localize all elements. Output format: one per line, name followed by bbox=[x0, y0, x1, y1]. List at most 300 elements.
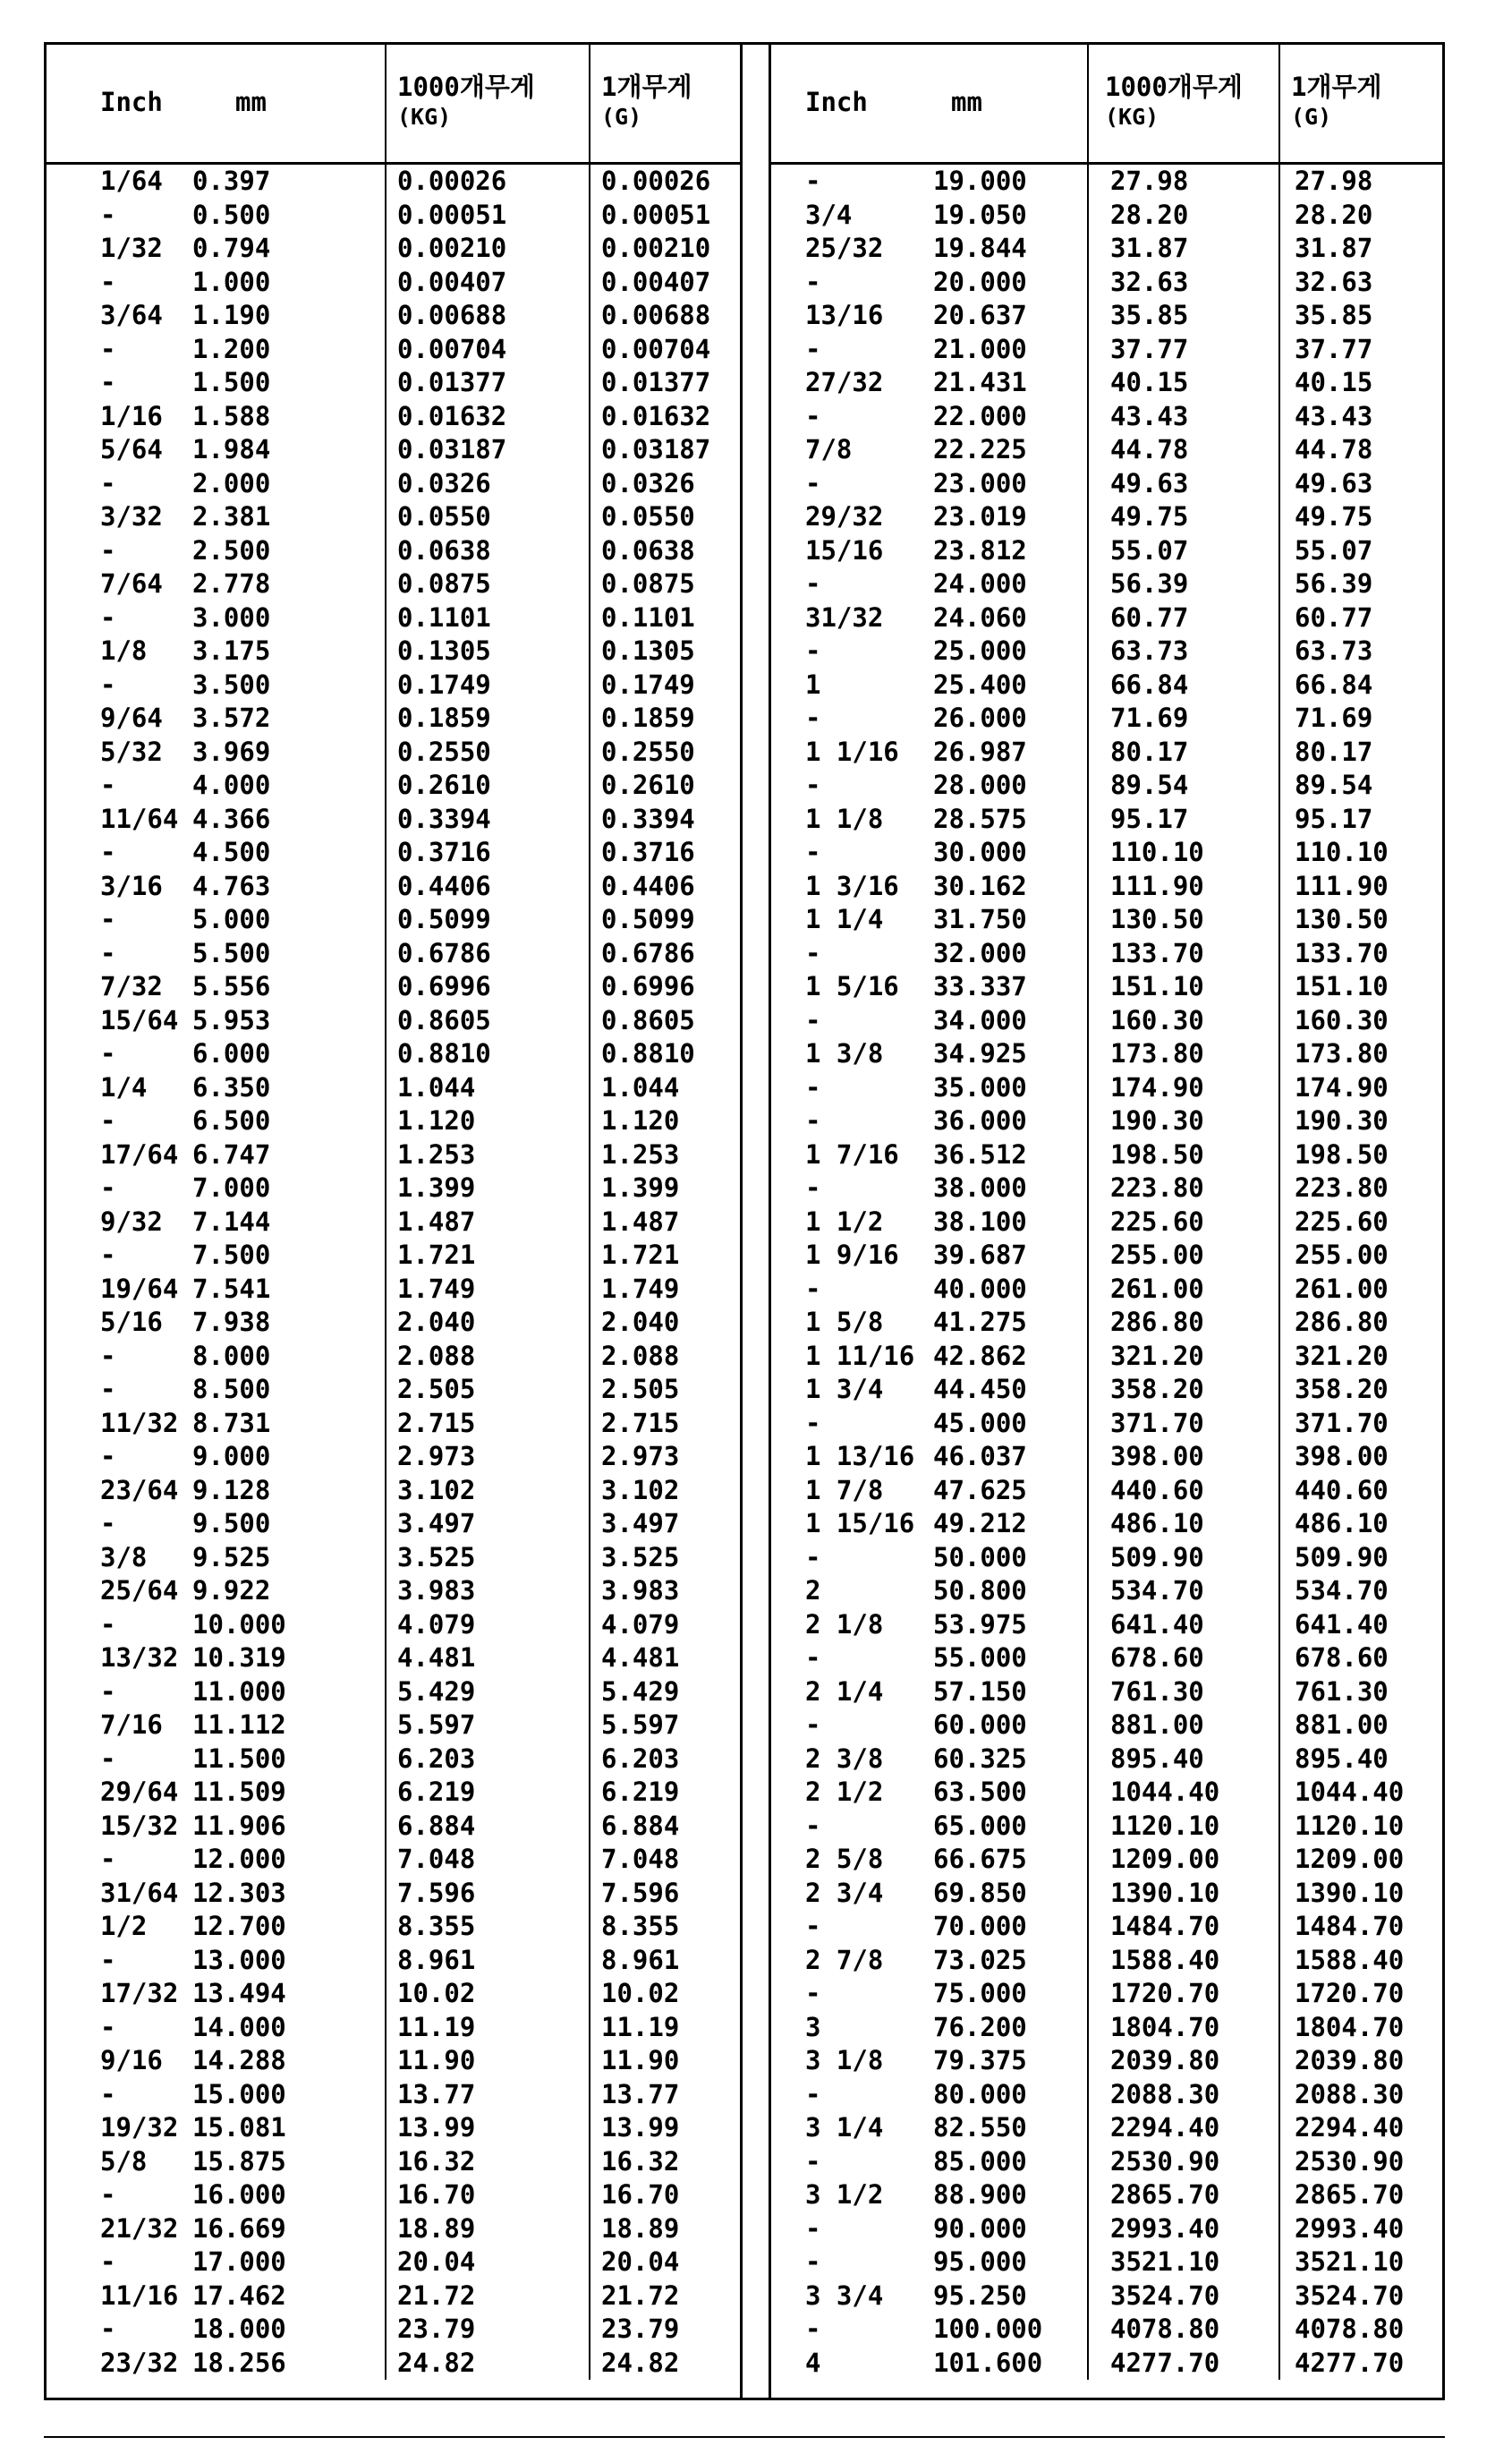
cell-weight-1000: 55.07 bbox=[1088, 534, 1279, 568]
cell-weight-1: 133.70 bbox=[1279, 937, 1445, 971]
cell-weight-1000: 286.80 bbox=[1088, 1306, 1279, 1340]
table-row bbox=[771, 1910, 1445, 1944]
cell-weight-1: 1.399 bbox=[590, 1172, 743, 1206]
header-row bbox=[771, 42, 1445, 164]
cell-weight-1000: 3.983 bbox=[386, 1574, 590, 1608]
cell-weight-1: 1.253 bbox=[590, 1138, 743, 1172]
table-row bbox=[771, 1743, 1445, 1777]
cell-inch: - bbox=[805, 770, 821, 800]
cell-mm: 1.000 bbox=[192, 266, 271, 297]
cell-inch: - bbox=[100, 1675, 116, 1707]
table-row bbox=[47, 2347, 743, 2381]
cell-inch: 11/16 bbox=[100, 2279, 179, 2311]
cell-mm: 50.800 bbox=[933, 1575, 1027, 1606]
cell-mm: 3.175 bbox=[192, 635, 271, 666]
table-row bbox=[771, 937, 1445, 971]
cell-inch: - bbox=[805, 467, 821, 498]
table-row bbox=[47, 2145, 743, 2179]
cell-weight-1: 24.82 bbox=[590, 2347, 743, 2381]
cell-weight-1: 225.60 bbox=[1279, 1206, 1445, 1240]
cell-weight-1: 358.20 bbox=[1279, 1373, 1445, 1407]
cell-weight-1: 89.54 bbox=[1279, 769, 1445, 803]
cell-mm: 13.494 bbox=[192, 1978, 286, 2008]
cell-weight-1000: 0.0638 bbox=[386, 534, 590, 568]
cell-inch: 1 1/16 bbox=[805, 736, 899, 767]
cell-weight-1000: 0.00704 bbox=[386, 333, 590, 367]
cell-weight-1000: 130.50 bbox=[1088, 903, 1279, 937]
cell-inch: 29/32 bbox=[805, 501, 884, 532]
header-weight-1-label: 1개무게 bbox=[601, 72, 692, 102]
table-row bbox=[47, 1138, 743, 1172]
cell-weight-1: 198.50 bbox=[1279, 1138, 1445, 1172]
table-row bbox=[47, 467, 743, 501]
table-row bbox=[771, 1440, 1445, 1474]
cell-mm: 0.397 bbox=[192, 166, 271, 196]
cell-weight-1: 0.00026 bbox=[590, 164, 743, 199]
cell-weight-1000: 49.63 bbox=[1088, 467, 1279, 501]
table-row bbox=[771, 1641, 1445, 1675]
cell-inch: 1 3/16 bbox=[805, 870, 899, 901]
cell-mm: 2.381 bbox=[192, 501, 271, 532]
cell-inch: 1 15/16 bbox=[805, 1508, 915, 1538]
cell-weight-1: 678.60 bbox=[1279, 1641, 1445, 1675]
cell-weight-1000: 7.596 bbox=[386, 1877, 590, 1911]
cell-mm: 11.112 bbox=[192, 1709, 286, 1740]
table-row bbox=[771, 1474, 1445, 1508]
cell-inch: - bbox=[100, 1508, 116, 1538]
table-row bbox=[771, 903, 1445, 937]
table-row bbox=[771, 1340, 1445, 1374]
cell-weight-1: 1390.10 bbox=[1279, 1877, 1445, 1911]
weight-table-sheet bbox=[44, 42, 1445, 2398]
cell-mm: 34.000 bbox=[933, 1004, 1027, 1035]
cell-weight-1000: 223.80 bbox=[1088, 1172, 1279, 1206]
cell-mm: 4.366 bbox=[192, 803, 271, 834]
table-row bbox=[771, 2145, 1445, 2179]
table-row bbox=[771, 2279, 1445, 2313]
cell-weight-1: 534.70 bbox=[1279, 1574, 1445, 1608]
cell-mm: 33.337 bbox=[933, 971, 1027, 1001]
cell-inch: 5/8 bbox=[100, 2145, 148, 2177]
cell-inch: - bbox=[100, 333, 116, 364]
header-weight-1000-unit: (KG) bbox=[1105, 104, 1159, 130]
cell-weight-1000: 95.17 bbox=[1088, 803, 1279, 837]
cell-inch: 3/8 bbox=[100, 1541, 148, 1572]
cell-weight-1: 0.1101 bbox=[590, 601, 743, 635]
table-row bbox=[771, 467, 1445, 501]
cell-weight-1000: 0.6786 bbox=[386, 937, 590, 971]
table-row bbox=[771, 1944, 1445, 1978]
table-row bbox=[47, 500, 743, 534]
cell-inch: 1 3/8 bbox=[805, 1038, 884, 1069]
table-row bbox=[47, 1877, 743, 1911]
cell-mm: 22.225 bbox=[933, 434, 1027, 464]
cell-weight-1000: 8.355 bbox=[386, 1910, 590, 1944]
cell-weight-1000: 7.048 bbox=[386, 1843, 590, 1877]
cell-inch: 11/32 bbox=[100, 1407, 179, 1438]
cell-inch: 11/64 bbox=[100, 803, 179, 834]
left-table-half bbox=[47, 42, 743, 2398]
header-weight-1000 bbox=[386, 42, 590, 164]
cell-mm: 8.000 bbox=[192, 1340, 271, 1371]
cell-inch: - bbox=[805, 1541, 821, 1572]
table-row bbox=[771, 836, 1445, 870]
cell-mm: 25.000 bbox=[933, 635, 1027, 666]
table-row bbox=[771, 1306, 1445, 1340]
cell-mm: 12.000 bbox=[192, 1844, 286, 1874]
cell-mm: 31.750 bbox=[933, 904, 1027, 934]
cell-weight-1: 2530.90 bbox=[1279, 2145, 1445, 2179]
table-row bbox=[771, 1675, 1445, 1709]
cell-weight-1000: 111.90 bbox=[1088, 870, 1279, 904]
cell-inch: - bbox=[805, 1071, 821, 1103]
table-row bbox=[771, 2313, 1445, 2347]
cell-weight-1000: 173.80 bbox=[1088, 1037, 1279, 1071]
cell-weight-1000: 0.00210 bbox=[386, 232, 590, 266]
table-row bbox=[47, 2212, 743, 2246]
cell-inch: 3 bbox=[805, 2011, 821, 2042]
cell-mm: 7.938 bbox=[192, 1307, 271, 1337]
table-row bbox=[47, 2078, 743, 2112]
cell-weight-1000: 321.20 bbox=[1088, 1340, 1279, 1374]
table-row bbox=[771, 635, 1445, 669]
cell-mm: 26.987 bbox=[933, 736, 1027, 767]
cell-inch: 5/32 bbox=[100, 736, 163, 767]
cell-weight-1000: 24.82 bbox=[386, 2347, 590, 2381]
cell-mm: 8.500 bbox=[192, 1374, 271, 1404]
cell-weight-1000: 0.0875 bbox=[386, 567, 590, 601]
cell-inch: - bbox=[100, 1441, 116, 1471]
table-row bbox=[47, 1776, 743, 1810]
cell-inch: 5/16 bbox=[100, 1307, 163, 1337]
cell-mm: 9.128 bbox=[192, 1474, 271, 1505]
table-row bbox=[47, 1843, 743, 1877]
cell-weight-1: 0.00051 bbox=[590, 199, 743, 233]
table-row bbox=[771, 702, 1445, 736]
cell-weight-1: 4.079 bbox=[590, 1608, 743, 1642]
table-row bbox=[771, 199, 1445, 233]
cell-weight-1000: 3521.10 bbox=[1088, 2245, 1279, 2279]
table-row bbox=[47, 1206, 743, 1240]
cell-weight-1000: 0.0550 bbox=[386, 500, 590, 534]
cell-mm: 5.000 bbox=[192, 904, 271, 934]
cell-weight-1: 509.90 bbox=[1279, 1541, 1445, 1575]
table-row bbox=[771, 366, 1445, 400]
cell-mm: 23.812 bbox=[933, 534, 1027, 566]
cell-inch: 15/32 bbox=[100, 1810, 179, 1841]
header-inch: Inch bbox=[771, 42, 931, 164]
cell-weight-1000: 2865.70 bbox=[1088, 2178, 1279, 2212]
table-row bbox=[771, 567, 1445, 601]
cell-mm: 3.969 bbox=[192, 736, 271, 767]
cell-inch: 3/32 bbox=[100, 501, 163, 532]
cell-weight-1: 1.044 bbox=[590, 1071, 743, 1105]
cell-inch: 7/16 bbox=[100, 1709, 163, 1740]
cell-inch: 19/32 bbox=[100, 2112, 179, 2143]
cell-mm: 38.000 bbox=[933, 1172, 1027, 1203]
cell-weight-1000: 80.17 bbox=[1088, 736, 1279, 770]
table-row bbox=[771, 1877, 1445, 1911]
cell-mm: 19.844 bbox=[933, 233, 1027, 263]
cell-weight-1: 486.10 bbox=[1279, 1507, 1445, 1541]
cell-mm: 80.000 bbox=[933, 2078, 1027, 2109]
table-row bbox=[47, 601, 743, 635]
cell-inch: 4 bbox=[805, 2347, 821, 2378]
cell-mm: 1.200 bbox=[192, 333, 271, 364]
cell-mm: 19.050 bbox=[933, 199, 1027, 230]
cell-weight-1000: 6.203 bbox=[386, 1743, 590, 1777]
cell-inch: 3/4 bbox=[805, 199, 853, 230]
table-row bbox=[771, 2245, 1445, 2279]
cell-inch: 3 1/2 bbox=[805, 2179, 884, 2210]
cell-mm: 24.060 bbox=[933, 601, 1027, 633]
table-row bbox=[47, 1071, 743, 1105]
cell-weight-1000: 1.253 bbox=[386, 1138, 590, 1172]
cell-weight-1000: 2088.30 bbox=[1088, 2078, 1279, 2112]
cell-weight-1: 6.203 bbox=[590, 1743, 743, 1777]
cell-weight-1: 2088.30 bbox=[1279, 2078, 1445, 2112]
cell-weight-1000: 1.044 bbox=[386, 1071, 590, 1105]
cell-weight-1: 1.487 bbox=[590, 1206, 743, 1240]
table-row bbox=[771, 870, 1445, 904]
cell-weight-1000: 31.87 bbox=[1088, 232, 1279, 266]
cell-mm: 10.000 bbox=[192, 1608, 286, 1640]
table-row bbox=[771, 1172, 1445, 1206]
cell-weight-1: 6.219 bbox=[590, 1776, 743, 1810]
cell-weight-1: 8.355 bbox=[590, 1910, 743, 1944]
cell-weight-1000: 151.10 bbox=[1088, 970, 1279, 1004]
cell-mm: 20.637 bbox=[933, 300, 1027, 330]
cell-weight-1000: 1209.00 bbox=[1088, 1843, 1279, 1877]
cell-mm: 32.000 bbox=[933, 937, 1027, 968]
cell-mm: 47.625 bbox=[933, 1474, 1027, 1505]
cell-weight-1: 31.87 bbox=[1279, 232, 1445, 266]
cell-inch: 1 1/4 bbox=[805, 904, 884, 934]
cell-weight-1: 0.3394 bbox=[590, 803, 743, 837]
cell-inch: 13/16 bbox=[805, 300, 884, 330]
table-row bbox=[47, 333, 743, 367]
table-row bbox=[771, 1843, 1445, 1877]
table-row bbox=[771, 2178, 1445, 2212]
cell-weight-1000: 0.2550 bbox=[386, 736, 590, 770]
cell-weight-1: 1588.40 bbox=[1279, 1944, 1445, 1978]
cell-weight-1000: 1044.40 bbox=[1088, 1776, 1279, 1810]
cell-weight-1000: 1484.70 bbox=[1088, 1910, 1279, 1944]
cell-inch: - bbox=[100, 1844, 116, 1874]
table-row bbox=[771, 2011, 1445, 2045]
cell-inch: - bbox=[805, 1911, 821, 1941]
cell-weight-1000: 16.32 bbox=[386, 2145, 590, 2179]
cell-weight-1: 49.63 bbox=[1279, 467, 1445, 501]
cell-mm: 23.000 bbox=[933, 467, 1027, 498]
cell-inch: 21/32 bbox=[100, 2212, 179, 2244]
cell-weight-1000: 509.90 bbox=[1088, 1541, 1279, 1575]
cell-weight-1: 56.39 bbox=[1279, 567, 1445, 601]
cell-inch: 1/16 bbox=[100, 400, 163, 431]
cell-inch: 3 3/4 bbox=[805, 2279, 884, 2311]
table-row bbox=[47, 2313, 743, 2347]
cell-weight-1000: 1120.10 bbox=[1088, 1810, 1279, 1844]
cell-inch: - bbox=[100, 937, 116, 968]
table-row bbox=[47, 1172, 743, 1206]
cell-weight-1000: 21.72 bbox=[386, 2279, 590, 2313]
cell-mm: 36.512 bbox=[933, 1138, 1027, 1170]
header-mm: mm bbox=[183, 42, 386, 164]
cell-weight-1: 10.02 bbox=[590, 1977, 743, 2011]
cell-inch: - bbox=[100, 904, 116, 934]
cell-mm: 6.500 bbox=[192, 1105, 271, 1136]
cell-inch: - bbox=[100, 2313, 116, 2344]
table-row bbox=[47, 1474, 743, 1508]
cell-inch: - bbox=[805, 1172, 821, 1203]
cell-weight-1: 0.0326 bbox=[590, 467, 743, 501]
cell-weight-1000: 1390.10 bbox=[1088, 1877, 1279, 1911]
cell-weight-1000: 43.43 bbox=[1088, 400, 1279, 434]
cell-weight-1000: 0.00407 bbox=[386, 266, 590, 300]
cell-inch: 3 1/4 bbox=[805, 2112, 884, 2143]
cell-inch: 19/64 bbox=[100, 1273, 179, 1304]
cell-mm: 13.000 bbox=[192, 1944, 286, 1975]
cell-mm: 18.256 bbox=[192, 2347, 286, 2378]
cell-inch: 1 1/8 bbox=[805, 803, 884, 834]
cell-weight-1000: 0.00026 bbox=[386, 164, 590, 199]
cell-inch: 2 bbox=[805, 1575, 821, 1606]
table-row bbox=[47, 669, 743, 703]
table-row bbox=[771, 1810, 1445, 1844]
table-row bbox=[47, 366, 743, 400]
cell-inch: 17/64 bbox=[100, 1138, 179, 1170]
cell-weight-1000: 261.00 bbox=[1088, 1273, 1279, 1307]
table-row bbox=[771, 1541, 1445, 1575]
cell-weight-1000: 110.10 bbox=[1088, 836, 1279, 870]
cell-mm: 15.875 bbox=[192, 2145, 286, 2177]
cell-inch: - bbox=[100, 2179, 116, 2210]
cell-weight-1: 3.525 bbox=[590, 1541, 743, 1575]
cell-weight-1: 37.77 bbox=[1279, 333, 1445, 367]
cell-weight-1: 63.73 bbox=[1279, 635, 1445, 669]
cell-mm: 70.000 bbox=[933, 1911, 1027, 1941]
cell-weight-1000: 0.00051 bbox=[386, 199, 590, 233]
cell-weight-1: 0.6786 bbox=[590, 937, 743, 971]
cell-weight-1: 2.088 bbox=[590, 1340, 743, 1374]
cell-weight-1: 16.32 bbox=[590, 2145, 743, 2179]
table-row bbox=[771, 333, 1445, 367]
cell-mm: 2.778 bbox=[192, 568, 271, 599]
cell-inch: 7/64 bbox=[100, 568, 163, 599]
cell-weight-1: 27.98 bbox=[1279, 164, 1445, 199]
cell-inch: 15/16 bbox=[805, 534, 884, 566]
cell-weight-1: 0.03187 bbox=[590, 433, 743, 467]
cell-mm: 15.081 bbox=[192, 2112, 286, 2143]
table-row bbox=[47, 1608, 743, 1642]
table-row bbox=[771, 1138, 1445, 1172]
cell-mm: 49.212 bbox=[933, 1508, 1027, 1538]
cell-mm: 12.700 bbox=[192, 1911, 286, 1941]
cell-weight-1000: 0.1749 bbox=[386, 669, 590, 703]
cell-weight-1000: 174.90 bbox=[1088, 1071, 1279, 1105]
header-weight-1000-label: 1000개무게 bbox=[397, 72, 535, 102]
cell-weight-1: 11.90 bbox=[590, 2044, 743, 2078]
cell-inch: - bbox=[100, 1374, 116, 1404]
cell-mm: 3.572 bbox=[192, 703, 271, 733]
cell-mm: 40.000 bbox=[933, 1273, 1027, 1304]
table-row bbox=[47, 1306, 743, 1340]
cell-weight-1000: 2993.40 bbox=[1088, 2212, 1279, 2246]
table-row bbox=[771, 1977, 1445, 2011]
cell-mm: 3.500 bbox=[192, 669, 271, 700]
table-row bbox=[771, 400, 1445, 434]
cell-weight-1: 49.75 bbox=[1279, 500, 1445, 534]
table-row bbox=[47, 1507, 743, 1541]
cell-weight-1: 1.120 bbox=[590, 1104, 743, 1138]
table-row bbox=[771, 1574, 1445, 1608]
header-weight-1-unit: (G) bbox=[1291, 104, 1332, 130]
cell-mm: 4.000 bbox=[192, 770, 271, 800]
cell-weight-1: 23.79 bbox=[590, 2313, 743, 2347]
cell-mm: 24.000 bbox=[933, 568, 1027, 599]
cell-inch: 3/16 bbox=[100, 870, 163, 901]
cell-weight-1: 1.721 bbox=[590, 1239, 743, 1273]
cell-weight-1: 0.3716 bbox=[590, 836, 743, 870]
cell-weight-1: 0.0875 bbox=[590, 567, 743, 601]
table-row bbox=[47, 2111, 743, 2145]
header-weight-1000-unit: (KG) bbox=[397, 104, 452, 130]
cell-weight-1: 321.20 bbox=[1279, 1340, 1445, 1374]
table-row bbox=[47, 2044, 743, 2078]
cell-inch: 1 9/16 bbox=[805, 1240, 899, 1270]
cell-mm: 11.500 bbox=[192, 1743, 286, 1774]
cell-weight-1: 641.40 bbox=[1279, 1608, 1445, 1642]
cell-weight-1000: 11.19 bbox=[386, 2011, 590, 2045]
cell-mm: 6.350 bbox=[192, 1071, 271, 1103]
cell-weight-1000: 0.1859 bbox=[386, 702, 590, 736]
cell-mm: 65.000 bbox=[933, 1810, 1027, 1841]
cell-inch: - bbox=[805, 1709, 821, 1740]
cell-mm: 0.794 bbox=[192, 233, 271, 263]
cell-weight-1: 761.30 bbox=[1279, 1675, 1445, 1709]
cell-inch: - bbox=[100, 199, 116, 230]
cell-weight-1: 0.00688 bbox=[590, 299, 743, 333]
cell-mm: 11.906 bbox=[192, 1810, 286, 1841]
cell-weight-1: 0.5099 bbox=[590, 903, 743, 937]
cell-mm: 50.000 bbox=[933, 1541, 1027, 1572]
cell-inch: - bbox=[100, 1172, 116, 1203]
cell-weight-1000: 4.079 bbox=[386, 1608, 590, 1642]
cell-weight-1000: 0.3716 bbox=[386, 836, 590, 870]
header-weight-1 bbox=[590, 42, 743, 164]
cell-inch: - bbox=[805, 1105, 821, 1136]
cell-weight-1000: 27.98 bbox=[1088, 164, 1279, 199]
cell-mm: 35.000 bbox=[933, 1071, 1027, 1103]
header-mm: mm bbox=[931, 42, 1088, 164]
cell-mm: 57.150 bbox=[933, 1675, 1027, 1707]
cell-weight-1: 0.8810 bbox=[590, 1037, 743, 1071]
cell-weight-1000: 2.505 bbox=[386, 1373, 590, 1407]
cell-weight-1: 0.01632 bbox=[590, 400, 743, 434]
cell-inch: - bbox=[805, 266, 821, 297]
cell-weight-1000: 3524.70 bbox=[1088, 2279, 1279, 2313]
cell-inch: - bbox=[805, 568, 821, 599]
table-row bbox=[771, 1776, 1445, 1810]
cell-weight-1000: 0.8810 bbox=[386, 1037, 590, 1071]
cell-weight-1000: 3.497 bbox=[386, 1507, 590, 1541]
cell-mm: 1.190 bbox=[192, 300, 271, 330]
table-row bbox=[771, 669, 1445, 703]
cell-weight-1: 160.30 bbox=[1279, 1004, 1445, 1038]
cell-weight-1000: 0.01632 bbox=[386, 400, 590, 434]
cell-weight-1: 151.10 bbox=[1279, 970, 1445, 1004]
table-row bbox=[47, 266, 743, 300]
